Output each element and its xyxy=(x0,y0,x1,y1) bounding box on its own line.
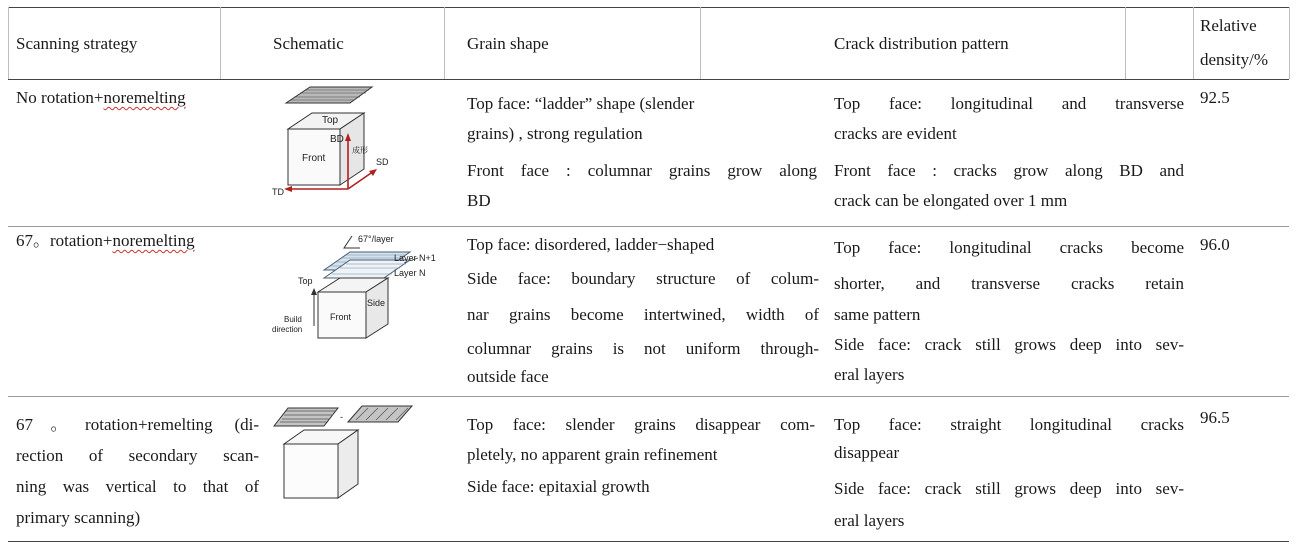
schematic1-label-front: Front xyxy=(302,153,326,164)
schematic2-label-direction: direction xyxy=(272,325,303,334)
schematic2-label-build: Build xyxy=(284,315,302,324)
schematic1-label-sd: SD xyxy=(376,157,389,167)
table-top-rule xyxy=(8,7,1289,8)
header-divider xyxy=(8,7,9,79)
row2-relative-density: 96.0 xyxy=(1200,235,1230,254)
schematic3-separator: - xyxy=(340,412,343,422)
schematic2-label-layer-n: Layer N xyxy=(394,268,426,278)
row-rule-2 xyxy=(8,396,1289,397)
row3-relative-density: 96.5 xyxy=(1200,408,1230,427)
row1-crack-line: Front face : cracks grow along BD and xyxy=(834,161,1184,180)
header-relative-density xyxy=(1200,9,1268,77)
row1-grain-line: Top face: “ladder” shape (slender xyxy=(467,94,695,113)
header-rule xyxy=(8,79,1289,80)
row2-grain-text: Side face: boundary structure of colum- xyxy=(467,269,819,288)
schematic2-label-rotation: 67°/layer xyxy=(358,234,394,244)
row1-crack-line: Top face: longitudinal and transverse xyxy=(834,94,1184,113)
row1-crack-line: crack can be elongated over 1 mm xyxy=(834,191,1068,210)
table-bottom-rule xyxy=(8,541,1289,542)
row3-strategy-line: 67。rotation+remelting (di- xyxy=(16,415,259,434)
schematic2-label-layer-n1: Layer N+1 xyxy=(394,253,436,263)
header-divider xyxy=(1125,7,1126,79)
row2-grain-line xyxy=(467,261,819,297)
row3-strategy-line: ning was vertical to that of xyxy=(16,477,259,496)
row1-schematic xyxy=(268,83,400,201)
schematic1-label-bd-cn: 成形 xyxy=(352,146,368,155)
row3-crack-pattern xyxy=(834,409,1184,530)
row3-crack-line: Top face: straight longitudinal cracks xyxy=(834,415,1184,434)
row2-crack-line: Side face: crack still grows deep into sev- xyxy=(834,335,1184,354)
row3-crack-line: disappear xyxy=(834,443,900,462)
header-relative-density-line1: Relative xyxy=(1200,16,1257,35)
row1-strategy-text: No rotation+ xyxy=(16,88,104,107)
row1-crack-pattern xyxy=(834,89,1184,216)
row3-strategy-line: primary scanning) xyxy=(16,508,141,527)
schematic2-label-front: Front xyxy=(330,312,352,322)
header-divider xyxy=(220,7,221,79)
row2-strategy-term: noremelting xyxy=(112,231,195,250)
row3-scanning-strategy xyxy=(16,409,259,533)
row2-scanning-strategy xyxy=(16,226,195,256)
schematic1-label-bd: BD xyxy=(330,134,344,145)
row2-crack-line: eral layers xyxy=(834,365,905,384)
row2-grain-line: outside face xyxy=(467,367,549,386)
row2-schematic xyxy=(268,230,458,342)
row1-strategy-term: noremelting xyxy=(103,88,186,107)
row1-grain-line: Front face : columnar grains grow along xyxy=(467,161,817,180)
header-grain-shape: Grain shape xyxy=(467,34,549,53)
header-scanning-strategy: Scanning strategy xyxy=(16,34,138,53)
row3-crack-line: Side face: crack still grows deep into sev- xyxy=(834,479,1184,498)
row2-grain-line: nar grains become intertwined, width of xyxy=(467,305,819,324)
row2-grain-line: columnar grains is not uniform through- xyxy=(467,339,819,358)
row2-grain-shape xyxy=(467,228,819,389)
row3-grain-line: Top face: slender grains disappear com- xyxy=(467,415,815,434)
schematic2-label-side: Side xyxy=(367,298,386,308)
row2-crack-pattern xyxy=(834,232,1184,386)
schematic2-label-top: Top xyxy=(298,276,313,286)
row3-crack-line: eral layers xyxy=(834,511,905,530)
row3-grain-shape xyxy=(467,409,815,505)
row2-crack-line: shorter, and transverse cracks retain xyxy=(834,274,1184,293)
row2-grain-line: Top face: disordered, ladder−shaped xyxy=(467,235,715,254)
header-divider xyxy=(444,7,445,79)
row3-schematic xyxy=(268,400,418,504)
row2-crack-line: same pattern xyxy=(834,305,921,324)
header-schematic: Schematic xyxy=(273,34,344,53)
row3-strategy-line: rection of secondary scan- xyxy=(16,446,259,465)
row2-strategy-text: 67。rotation+ xyxy=(16,231,113,250)
row3-grain-line: Side face: epitaxial growth xyxy=(467,477,650,496)
header-divider xyxy=(700,7,701,79)
header-divider xyxy=(1193,7,1194,79)
row3-grain-line: pletely, no apparent grain refinement xyxy=(467,445,718,464)
header-relative-density-line2: density/% xyxy=(1200,50,1268,69)
row1-scanning-strategy xyxy=(16,83,186,113)
row1-grain-line: BD xyxy=(467,191,491,210)
row1-grain-shape xyxy=(467,89,817,216)
header-crack-pattern: Crack distribution pattern xyxy=(834,34,1009,53)
schematic1-label-top: Top xyxy=(322,115,339,126)
row-rule-1 xyxy=(8,226,1289,227)
schematic1-label-td: TD xyxy=(272,187,284,197)
row2-crack-line: Top face: longitudinal cracks become xyxy=(834,238,1184,257)
row1-relative-density: 92.5 xyxy=(1200,88,1230,107)
header-divider xyxy=(1289,7,1290,79)
row1-grain-line: grains) , strong regulation xyxy=(467,124,643,143)
row1-crack-line: cracks are evident xyxy=(834,124,957,143)
